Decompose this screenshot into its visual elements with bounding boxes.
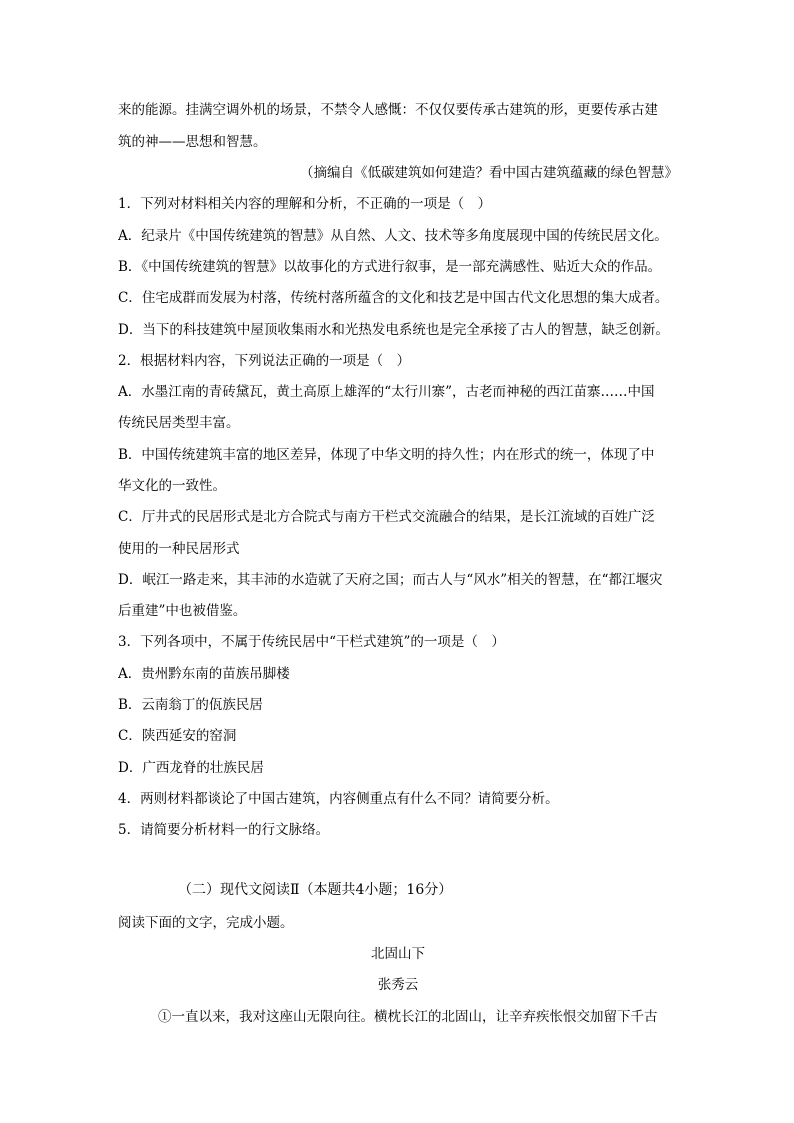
- question-2-option-c: C．厅井式的民居形式是北方合院式与南方干栏式交流融合的结果，是长江流域的百姓广泛: [118, 509, 655, 525]
- text-line: 来的能源。挂满空调外机的场景，不禁令人感慨：不仅仅要传承古建筑的形，更要传承古建: [118, 102, 658, 118]
- source-citation: （摘编自《低碳建筑如何建造？看中国古建筑蕴藏的绿色智慧》: [300, 165, 678, 181]
- question-5: 5．请简要分析材料一的行文脉络。: [118, 822, 330, 838]
- section-heading: （二）现代文阅读Ⅱ（本题共4小题；16分）: [178, 882, 453, 898]
- question-2-option-d: D．岷江一路走来，其丰沛的水造就了天府之国；而古人与“风水”相关的智慧，在“都江堰灾: [118, 572, 663, 588]
- question-1-option-b: B．《中国传统建筑的智慧》以故事化的方式进行叙事，是一部充满感性、贴近大众的作品。: [118, 259, 662, 275]
- question-2-option-b-cont: 华文化的一致性。: [118, 478, 226, 494]
- question-2-option-a-cont: 传统民居类型丰富。: [118, 415, 240, 431]
- question-4: 4．两则材料都谈论了中国古建筑，内容侧重点有什么不同？请简要分析。: [118, 791, 559, 807]
- question-1-option-d: D．当下的科技建筑中屋顶收集雨水和光热发电系统也是完全承接了古人的智慧，缺乏创新。: [118, 322, 669, 338]
- question-2-option-a: A．水墨江南的青砖黛瓦，黄土高原上雄浑的“太行川寨”，古老而神秘的西江苗寨……中国: [118, 384, 655, 400]
- text-line: 筑的神——思想和智慧。: [118, 134, 267, 150]
- article-author: 张秀云: [377, 977, 419, 993]
- question-3-option-a: A．贵州黔东南的苗族吊脚楼: [118, 666, 290, 682]
- question-2-option-c-cont: 使用的一种民居形式: [118, 541, 240, 557]
- article-paragraph-1: ①一直以来，我对这座山无限向往。横枕长江的北固山，让辛弃疾怅恨交加留下千古: [158, 1009, 658, 1025]
- article-title: 北固山下: [371, 946, 425, 962]
- question-3-option-c: C．陕西延安的窑洞: [118, 728, 237, 744]
- reading-instruction: 阅读下面的文字，完成小题。: [118, 915, 294, 931]
- question-1-option-c: C．住宅成群而发展为村落，传统村落所蕴含的文化和技艺是中国古代文化思想的集大成者。: [118, 290, 669, 306]
- question-1-option-a: A．纪录片《中国传统建筑的智慧》从自然、人文、技术等多角度展现中国的传统民居文化。: [118, 228, 668, 244]
- question-3: 3．下列各项中，不属于传统民居中“干栏式建筑”的一项是（ ）: [118, 634, 505, 650]
- question-2-option-d-cont: 后重建”中也被借鉴。: [118, 603, 247, 619]
- question-3-option-d: D．广西龙脊的壮族民居: [118, 760, 264, 776]
- question-2: 2．根据材料内容，下列说法正确的一项是（ ）: [118, 353, 411, 369]
- question-1: 1．下列对材料相关内容的理解和分析，不正确的一项是（ ）: [118, 196, 492, 212]
- question-3-option-b: B．云南翁丁的佤族民居: [118, 697, 263, 713]
- question-2-option-b: B．中国传统建筑丰富的地区差异，体现了中华文明的持久性；内在形式的统一，体现了中: [118, 447, 655, 463]
